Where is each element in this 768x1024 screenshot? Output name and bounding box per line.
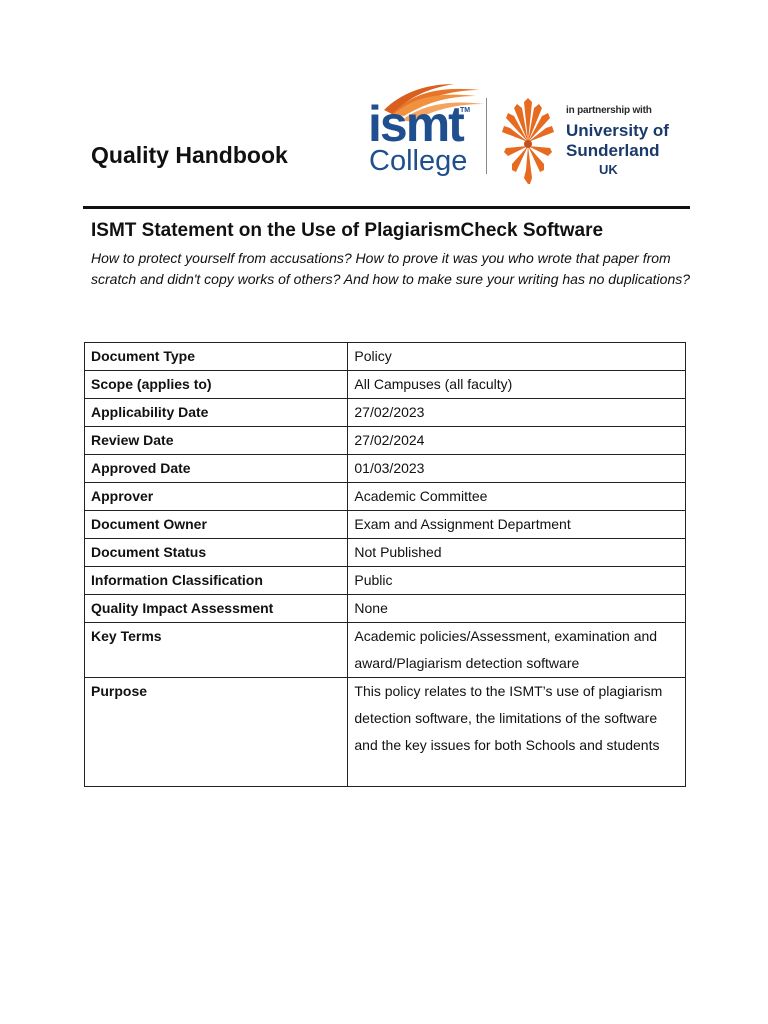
statement-title: ISMT Statement on the Use of PlagiarismCheck Software bbox=[91, 220, 604, 241]
row-key: Quality Impact Assessment bbox=[85, 595, 348, 623]
row-key: Approved Date bbox=[85, 455, 348, 483]
sunderland-crest-icon bbox=[502, 98, 554, 186]
row-key: Scope (applies to) bbox=[85, 371, 348, 399]
table-row bbox=[85, 455, 686, 483]
statement-intro: How to protect yourself from accusations? How to prove it was you who wrote that paper from scratch and didn't copy works of others? And how to make sure your writing has no duplications? bbox=[91, 250, 691, 287]
row-key: Purpose bbox=[85, 678, 348, 787]
row-key: Approver bbox=[85, 483, 348, 511]
table-row bbox=[85, 678, 686, 787]
row-key: Key Terms bbox=[85, 623, 348, 678]
row-key: Document Type bbox=[85, 343, 348, 371]
row-value: This policy relates to the ISMT’s use of plagiarism detection software, the limitations of the software and the key issues for both Schools and students bbox=[348, 678, 686, 787]
row-key: Review Date bbox=[85, 427, 348, 455]
row-key: Information Classification bbox=[85, 567, 348, 595]
partnership-caption: in partnership with bbox=[566, 105, 652, 116]
table-row bbox=[85, 371, 686, 399]
header-rule bbox=[83, 206, 690, 209]
row-value: Not Published bbox=[348, 539, 686, 567]
handbook-title: Quality Handbook bbox=[91, 142, 288, 168]
partnership-logo bbox=[362, 80, 692, 190]
document-metadata-table bbox=[84, 342, 686, 787]
ismt-wordmark: ismt bbox=[368, 96, 463, 152]
row-value: Policy bbox=[348, 343, 686, 371]
table-row bbox=[85, 595, 686, 623]
row-value: None bbox=[348, 595, 686, 623]
row-value: Exam and Assignment Department bbox=[348, 511, 686, 539]
table-row bbox=[85, 623, 686, 678]
table-row bbox=[85, 427, 686, 455]
row-value: Public bbox=[348, 567, 686, 595]
row-value: 27/02/2024 bbox=[348, 427, 686, 455]
university-country: UK bbox=[599, 162, 618, 177]
table-row bbox=[85, 539, 686, 567]
university-name-line2: Sunderland bbox=[566, 141, 660, 160]
row-value: All Campuses (all faculty) bbox=[348, 371, 686, 399]
row-key: Document Status bbox=[85, 539, 348, 567]
row-key: Document Owner bbox=[85, 511, 348, 539]
row-key: Applicability Date bbox=[85, 399, 348, 427]
table-row bbox=[85, 343, 686, 371]
table-row bbox=[85, 567, 686, 595]
row-value: 01/03/2023 bbox=[348, 455, 686, 483]
university-name bbox=[566, 121, 669, 161]
row-value: Academic policies/Assessment, examination and award/Plagiarism detection software bbox=[348, 623, 686, 678]
trademark-mark: TM bbox=[460, 107, 471, 114]
table-row bbox=[85, 511, 686, 539]
row-value: 27/02/2023 bbox=[348, 399, 686, 427]
row-value: Academic Committee bbox=[348, 483, 686, 511]
table-row bbox=[85, 483, 686, 511]
logo-divider bbox=[486, 98, 487, 174]
table-row bbox=[85, 399, 686, 427]
college-wordmark: College bbox=[369, 145, 468, 177]
university-name-line1: University of bbox=[566, 121, 669, 140]
